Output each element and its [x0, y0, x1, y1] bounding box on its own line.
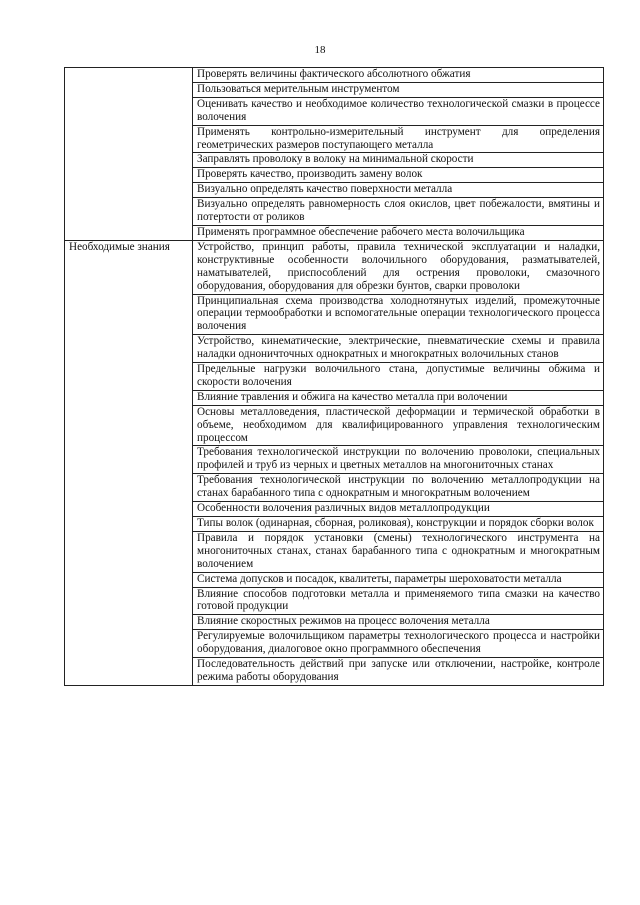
- table-cell-item: Устройство, принцип работы, правила технической эксплуатации и наладки, конструктивные особенности волочильного оборудования, разматывателей, наматывателей, приспособлений для острения проволоки, смазочного оборудования, оборудования для обрезки бунтов, сварки проволоки: [193, 240, 604, 294]
- table-row: [65, 68, 604, 83]
- table-cell-item: Система допусков и посадок, квалитеты, параметры шероховатости металла: [193, 572, 604, 587]
- table-cell-item: Предельные нагрузки волочильного стана, допустимые величины обжима и скорости волочения: [193, 363, 604, 391]
- table-cell-item: Правила и порядок установки (смены) технологического инструмента на многониточных станах, станах барабанного типа с однократным и многократным волочением: [193, 531, 604, 572]
- table-cell-item: Влияние травления и обжига на качество металла при волочении: [193, 390, 604, 405]
- table-cell-item: Применять программное обеспечение рабочего места волочильщика: [193, 225, 604, 240]
- knowledge-section: [65, 240, 604, 685]
- table-cell-item: Оценивать качество и необходимое количество технологической смазки в процессе волочения: [193, 97, 604, 125]
- table-cell-item: Пользоваться мерительным инструментом: [193, 82, 604, 97]
- requirements-table: [64, 67, 604, 686]
- table-cell-item: Основы металловедения, пластической деформации и термической обработки в объеме, необходимом для квалифицированного управления технологическим процессом: [193, 405, 604, 446]
- table-cell-item: Особенности волочения различных видов металлопродукции: [193, 502, 604, 517]
- page-number: 18: [314, 44, 326, 56]
- table-cell-item: Визуально определять качество поверхности металла: [193, 183, 604, 198]
- table-cell-item: Последовательность действий при запуске или отключении, настройке, контроле режима работы оборудования: [193, 658, 604, 686]
- table-cell-item: Заправлять проволоку в волоку на минимальной скорости: [193, 153, 604, 168]
- section-label-abilities: [65, 68, 193, 241]
- abilities-section: [65, 68, 604, 241]
- table-cell-item: Влияние скоростных режимов на процесс волочения металла: [193, 615, 604, 630]
- table-cell-item: Проверять качество, производить замену волок: [193, 168, 604, 183]
- table-cell-item: Требования технологической инструкции по волочению металлопродукции на станах барабанного типа с однократным и многократным волочением: [193, 474, 604, 502]
- table-cell-item: Применять контрольно-измерительный инструмент для определения геометрических размеров поступающего металла: [193, 125, 604, 153]
- table-row: [65, 240, 604, 294]
- table-cell-item: Влияние способов подготовки металла и применяемого типа смазки на качество готовой продукции: [193, 587, 604, 615]
- table-cell-item: Типы волок (одинарная, сборная, роликовая), конструкции и порядок сборки волок: [193, 517, 604, 532]
- section-label-knowledge: Необходимые знания: [65, 240, 193, 685]
- table-cell-item: Принципиальная схема производства холоднотянутых изделий, промежуточные операции термообработки и вспомогательные операции технологического процесса волочения: [193, 294, 604, 335]
- table-cell-item: Устройство, кинематические, электрические, пневматические схемы и правила наладки одноничточных однократных и многократных волочильных станов: [193, 335, 604, 363]
- table-cell-item: Требования технологической инструкции по волочению проволоки, специальных профилей и труб из черных и цветных металлов на многониточных станах: [193, 446, 604, 474]
- table-cell-item: Визуально определять равномерность слоя окислов, цвет побежалости, вмятины и потертости от роликов: [193, 198, 604, 226]
- table-cell-item: Проверять величины фактического абсолютного обжатия: [193, 68, 604, 83]
- table-cell-item: Регулируемые волочильщиком параметры технологического процесса и настройки оборудования, диалоговое окно программного обеспечения: [193, 630, 604, 658]
